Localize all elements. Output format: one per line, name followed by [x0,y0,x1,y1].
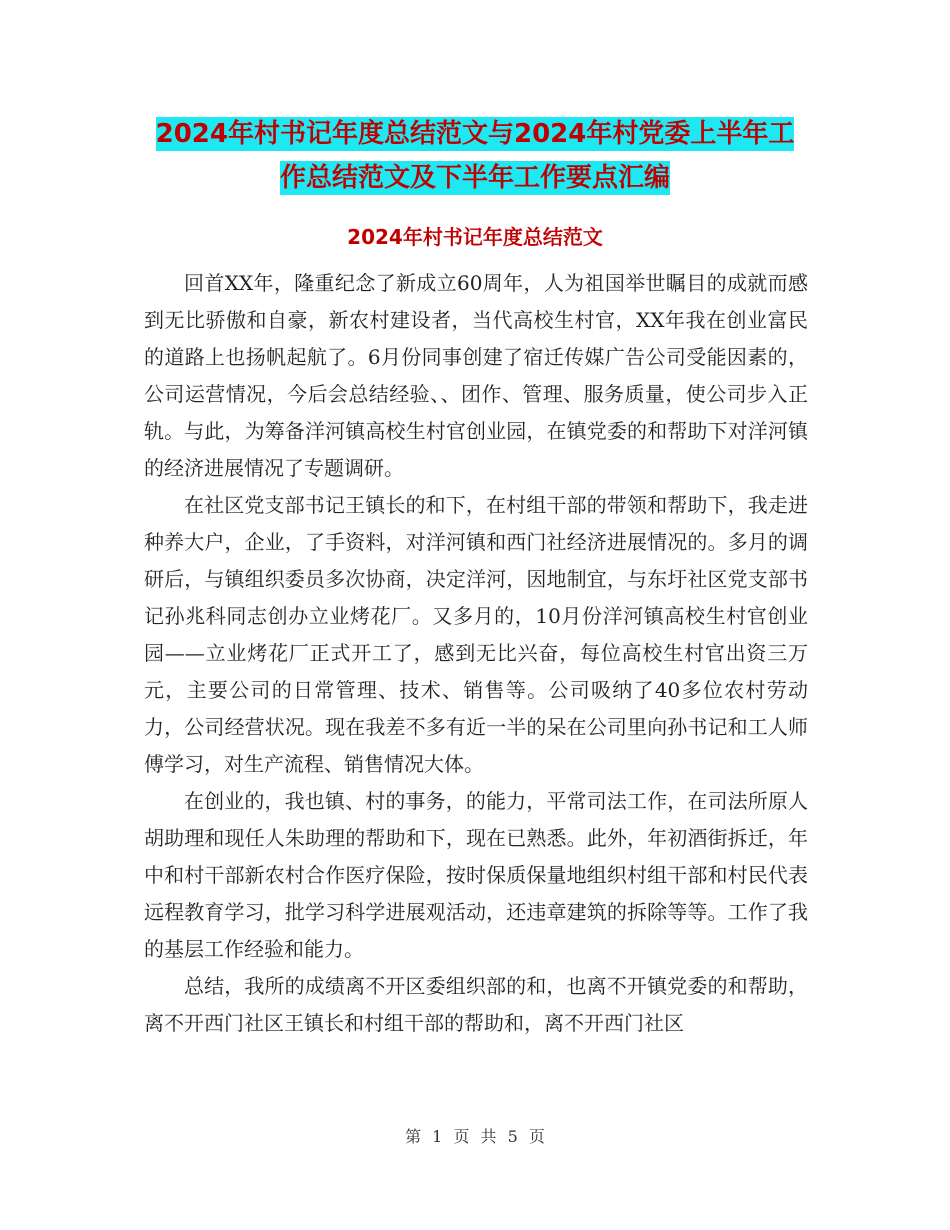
document-body [144,265,808,1042]
document-title [0,112,950,200]
title-highlight: 2024年村书记年度总结范文与2024年村党委上半年工 [155,119,795,149]
document-title-line-1 [0,112,950,156]
paragraph-4: 总结，我所的成绩离不开区委组织部的和，也离不开镇党委的和帮助，离不开西门社区王镇长和村组干部的帮助和，离不开西门社区 [144,974,808,1035]
section-heading: 2024年村书记年度总结范文 [347,225,603,249]
paragraph-1: 回首XX年，隆重纪念了新成立60周年，人为祖国举世瞩目的成就而感到无比骄傲和自豪，新农村建设者，当代高校生村官，XX年我在创业富民的道路上也扬帆起航了。6月份同事创建了宿迁传媒广告公司受能因素的，公司运营情况，今后会总结经验、、团作、管理、服务质量，使公司步入正轨。与此，为筹备洋河镇高校生村官创业园，在镇党委的和帮助下对洋河镇的经济进展情况了专题调研。 [144,271,808,480]
paragraph-2: 在社区党支部书记王镇长的和下，在村组干部的带领和帮助下，我走进种养大户，企业，了手资料，对洋河镇和西门社经济进展情况的。多月的调研后，与镇组织委员多次协商，决定洋河，因地制宜，与东圩社区党支部书记孙兆科同志创办立业烤花厂。又多月的，10月份洋河镇高校生村官创业园——立业烤花厂正式开工了，感到无比兴奋，每位高校生村官出资三万元，主要公司的日常管理、技术、销售等。公司吸纳了40多位农村劳动力，公司经营状况。现在我差不多有近一半的呆在公司里向孙书记和工人师傅学习，对生产流程、销售情况大体。 [144,493,808,776]
title-highlight: 作总结范文及下半年工作要点汇编 [279,163,670,193]
document-title-line-2 [0,156,950,200]
paragraph-3: 在创业的，我也镇、村的事务，的能力，平常司法工作，在司法所原人胡助理和现任人朱助理的帮助和下，现在已熟悉。此外，年初酒街拆迁，年中和村干部新农村合作医疗保险，按时保质保量地组织村组干部和村民代表远程教育学习，批学习科学进展观活动，还违章建筑的拆除等等。工作了我的基层工作经验和能力。 [144,789,808,961]
page-number-footer: 第 1 页 共 5 页 [405,1127,545,1146]
